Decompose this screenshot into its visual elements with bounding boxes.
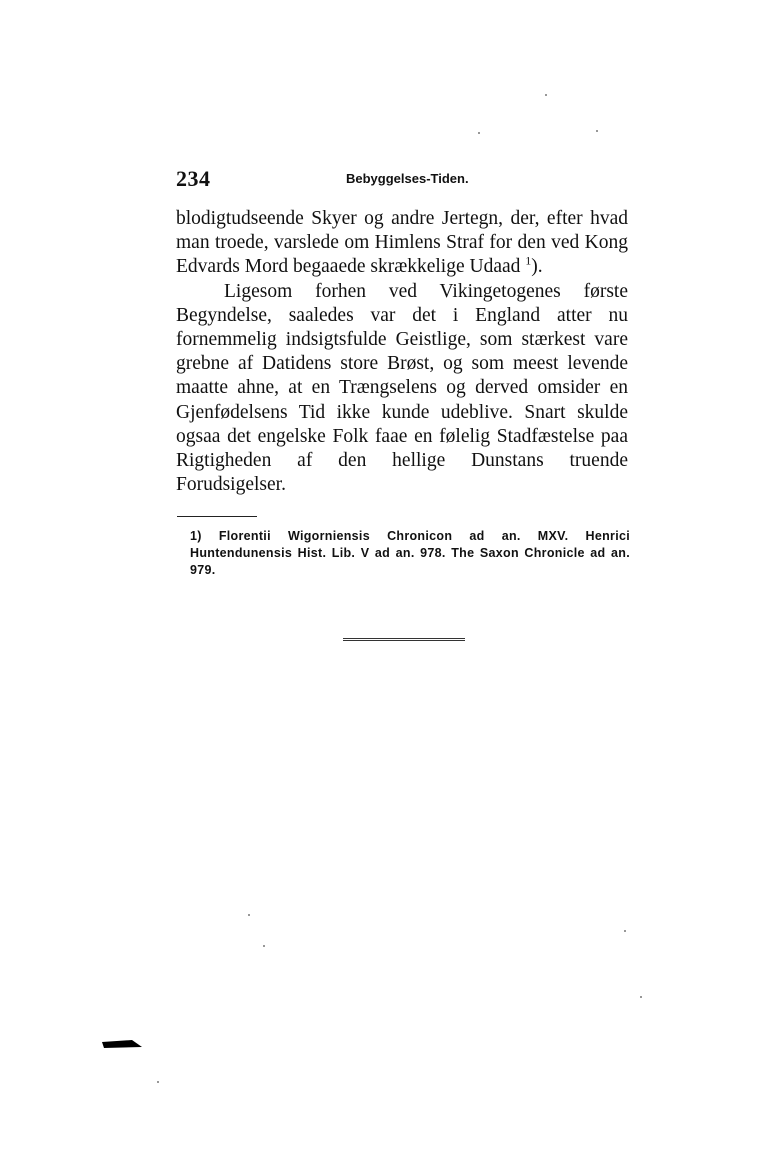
paper-speck	[263, 945, 265, 947]
end-ornament-rule	[343, 638, 465, 641]
paper-speck	[545, 94, 547, 96]
footnote-reference-close: ).	[531, 256, 543, 278]
paragraph-2: Ligesom forhen ved Vikingetogenes første Begyndelse, saaledes var det i England atter nu fornemmelig indsigtsfulde Geistlige, som stærkest vare grebne af Datidens store Brøst, og som meest levende maatte ahne, at en Trængselens og derved omsider en Gjenfødelsens Tid ikke kunde udeblive. Snart skulde ogsaa det engelske Folk faae en følelig Stadfæstelse paa Rigtigheden af den hellige Dunstans truende Forudsigelser.	[176, 280, 628, 496]
body-text	[176, 207, 628, 497]
page-header	[176, 166, 628, 196]
paragraph-1	[176, 207, 628, 280]
paper-speck	[624, 930, 626, 932]
paper-speck	[596, 130, 598, 132]
paragraph-1-text: blodigtudseende Skyer og andre Jertegn, der, efter hvad man troede, varslede om Himlens Straf for den ved Kong Edvards Mord begaaede skrækkelige Udaad	[176, 208, 628, 278]
footnote-mark: 1)	[190, 529, 202, 543]
footnote	[190, 528, 630, 579]
page-number: 234	[176, 166, 211, 191]
ink-smudge	[102, 1037, 142, 1049]
footnote-separator	[177, 516, 257, 517]
running-head: Bebyggelses-Tiden.	[346, 171, 469, 186]
paper-speck	[478, 132, 480, 134]
footnote-reference: 1	[525, 253, 532, 268]
paper-speck	[640, 996, 642, 998]
paper-speck	[157, 1081, 159, 1083]
paper-speck	[248, 914, 250, 916]
footnote-text: Florentii Wigorniensis Chronicon ad an. MXV. Henrici Huntendunensis Hist. Lib. V ad an. 978. The Saxon Chronicle ad an. 979.	[190, 529, 630, 577]
